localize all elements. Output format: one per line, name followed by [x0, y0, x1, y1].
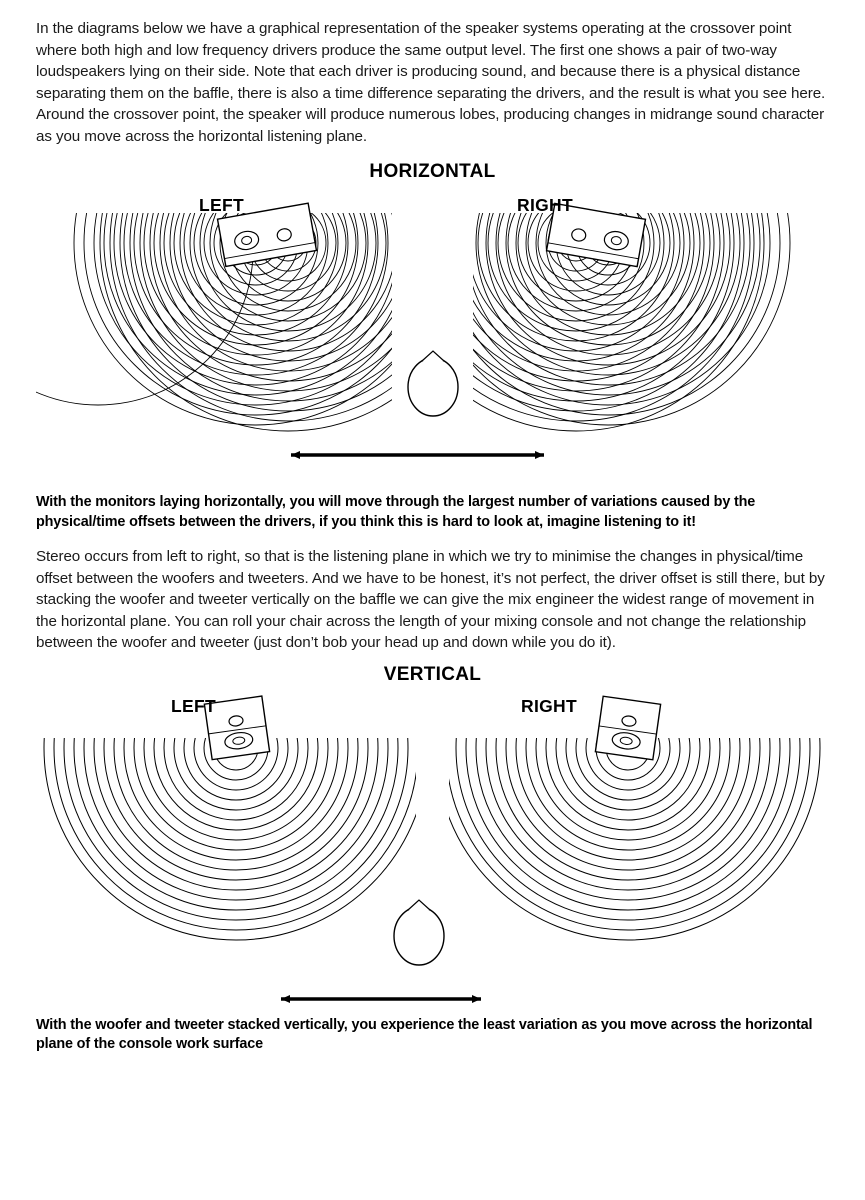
horizontal-lobe-pattern	[36, 183, 829, 493]
vertical-lobe-pattern	[36, 686, 829, 1016]
vertical-diagram	[36, 686, 829, 1016]
vertical-label-right: RIGHT	[521, 695, 577, 716]
horizontal-caption: With the monitors laying horizontally, you will move through the largest number of variations caused by the physical/time offsets between the drivers, if you think this is hard to look at, imagine listening to it!	[36, 494, 756, 530]
vertical-caption: With the woofer and tweeter stacked vertically, you experience the least variation as you move across the horizontal plane of the console work surface	[36, 1016, 813, 1052]
intro-paragraph: In the diagrams below we have a graphical representation of the speaker systems operating at the crossover point where both high and low frequency drivers produce the same output level. The first one shows a pair of two-way loudspeakers lying on their side. Note that each driver is producing sound, and because there is a physical distance separating them on the baffle, there is also a time difference separating the drivers, and the result is what you see here. Around the crossover point, the speaker will produce numerous lobes, producing changes in midrange sound character as you move across the horizontal listening plane.	[36, 20, 826, 145]
horizontal-label-right: RIGHT	[517, 195, 573, 215]
listener-head-vertical	[394, 900, 444, 965]
vertical-label-left: LEFT	[171, 695, 216, 716]
middle-paragraph: Stereo occurs from left to right, so that is the listening plane in which we try to minimise the changes in physical/time offset between the woofers and tweeters. And we have to be honest, it’s not perfect, the driver offset is still there, but by stacking the woofer and tweeter vertically on the baffle we can give the mix engineer the widest range of movement in the horizontal plane. You can roll your chair across the length of your mixing console and not change the relationship between the woofer and tweeter (just don’t bob your head up and down while you do it).	[36, 548, 825, 651]
horizontal-diagram-title: HORIZONTAL	[369, 161, 496, 182]
horizontal-diagram	[36, 183, 829, 493]
horizontal-label-left: LEFT	[199, 195, 244, 215]
right-speaker-cabinet-vertical	[595, 696, 660, 760]
vertical-diagram-title: VERTICAL	[383, 663, 482, 685]
listener-head-horizontal	[408, 351, 458, 416]
